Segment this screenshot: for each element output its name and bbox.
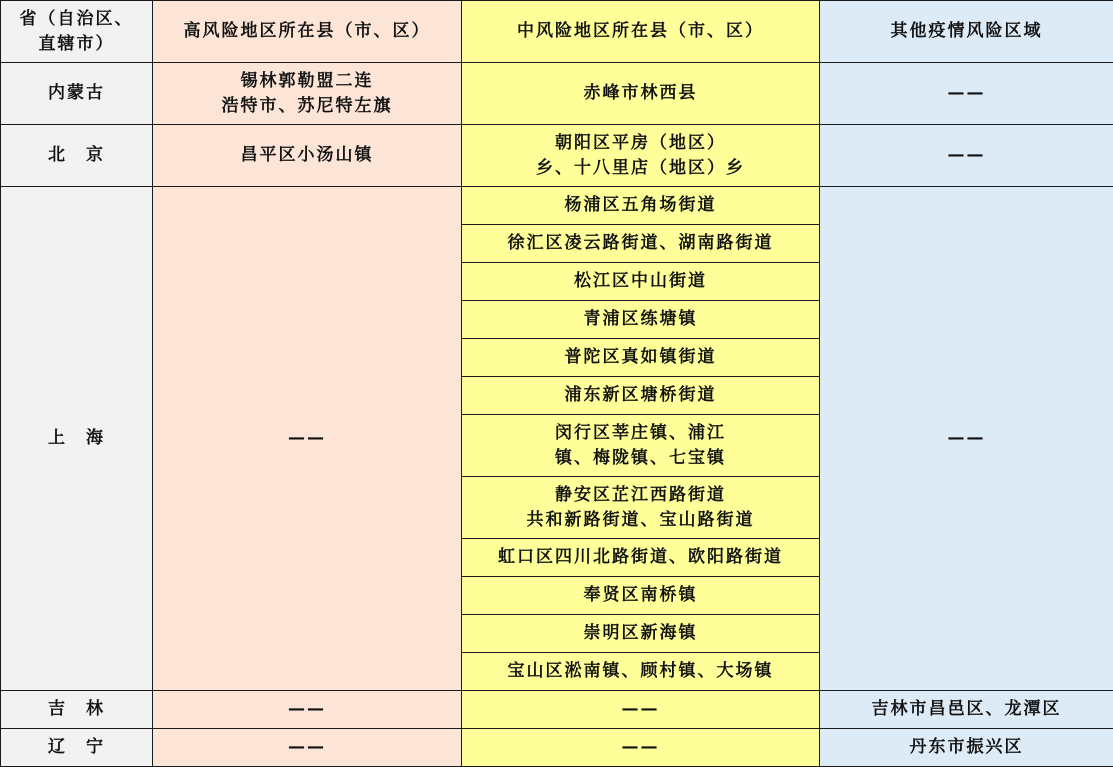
high-risk-cell [153, 63, 462, 125]
header-high-risk: 高风险地区所在县（市、区） [153, 1, 462, 63]
high-risk-cell: —— [153, 187, 462, 691]
other-risk-cell: 丹东市振兴区 [820, 729, 1113, 767]
cell-line: 朝阳区平房（地区） [555, 132, 726, 153]
cell-line: 浩特市、苏尼特左旗 [221, 95, 393, 116]
province-cell: 北 京 [1, 125, 153, 187]
header-row [1, 1, 1113, 63]
table-row [1, 63, 1113, 125]
medium-risk-cell: 杨浦区五角场街道 [462, 187, 820, 225]
medium-risk-cell: 浦东新区塘桥街道 [462, 377, 820, 415]
header-other-risk: 其他疫情风险区域 [820, 1, 1113, 63]
header-province-line1: 省（自治区、 [19, 8, 134, 29]
medium-risk-cell [462, 415, 820, 477]
medium-risk-cell: 普陀区真如镇街道 [462, 339, 820, 377]
cell-line: 共和新路街道、宝山路街道 [526, 509, 755, 530]
table-row [1, 691, 1113, 729]
other-risk-cell: 吉林市昌邑区、龙潭区 [820, 691, 1113, 729]
medium-risk-cell: 徐汇区凌云路街道、湖南路街道 [462, 225, 820, 263]
province-cell: 辽 宁 [1, 729, 153, 767]
medium-risk-cell: 奉贤区南桥镇 [462, 577, 820, 615]
medium-risk-cell: 崇明区新海镇 [462, 615, 820, 653]
medium-risk-cell [462, 477, 820, 539]
medium-risk-cell: —— [462, 729, 820, 767]
province-cell: 上 海 [1, 187, 153, 691]
medium-risk-cell: 虹口区四川北路街道、欧阳路街道 [462, 539, 820, 577]
header-medium-risk: 中风险地区所在县（市、区） [462, 1, 820, 63]
medium-risk-cell [462, 125, 820, 187]
medium-risk-cell: 松江区中山街道 [462, 263, 820, 301]
province-cell: 内蒙古 [1, 63, 153, 125]
high-risk-cell: —— [153, 691, 462, 729]
other-risk-cell: —— [820, 187, 1113, 691]
header-province [1, 1, 153, 63]
table-row [1, 729, 1113, 767]
cell-line: 乡、十八里店（地区）乡 [536, 157, 745, 178]
cell-line: 镇、梅陇镇、七宝镇 [555, 447, 726, 468]
medium-risk-cell: —— [462, 691, 820, 729]
medium-risk-cell: 赤峰市林西县 [462, 63, 820, 125]
other-risk-cell: —— [820, 125, 1113, 187]
cell-line: 锡林郭勒盟二连 [240, 70, 374, 91]
other-risk-cell: —— [820, 63, 1113, 125]
cell-line: 静安区芷江西路街道 [555, 484, 726, 505]
high-risk-cell: —— [153, 729, 462, 767]
cell-line: 闵行区莘庄镇、浦江 [555, 422, 726, 443]
high-risk-cell: 昌平区小汤山镇 [153, 125, 462, 187]
table-row [1, 187, 1113, 225]
table-row [1, 125, 1113, 187]
medium-risk-cell: 青浦区练塘镇 [462, 301, 820, 339]
header-province-line2: 直辖市） [38, 33, 115, 54]
medium-risk-cell: 宝山区淞南镇、顾村镇、大场镇 [462, 653, 820, 691]
province-cell: 吉 林 [1, 691, 153, 729]
